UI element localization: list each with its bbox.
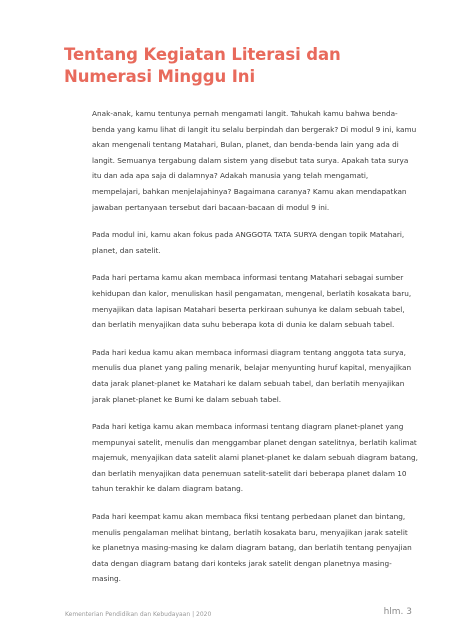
title-line-1: Tentang Kegiatan Literasi dan	[64, 45, 341, 64]
paragraph-day-4: Pada hari keempat kamu akan membaca fiksi tentang perbedaan planet dan bintang, menulis pengalaman melihat bintang, berlatih kosakata baru, menyajikan jarak satelit ke planetnya masing-masing ke dalam diagram batang, dan berlatih tentang penyajian data dengan diagram batang dari konteks jarak satelit dengan planetnya masing-masing.	[92, 512, 412, 584]
paragraph-intro: Anak-anak, kamu tentunya pernah mengamati langit. Tahukah kamu bahwa benda-benda yang kamu lihat di langit itu selalu berpindah dan bergerak? Di modul 9 ini, kamu akan mengenali tentang Matahari, Bulan, planet, dan benda-benda lain yang ada di langit. Semuanya tergabung dalam sistem yang disebut tata surya. Apakah tata surya itu dan ada apa saja di dalamnya? Adakah manusia yang telah mengamati, mempelajari, bahkan menjelajahinya? Bagaimana caranya? Kamu akan mendapatkan jawaban pertanyaan tersebut dari bacaan-bacaan di modul 9 ini.	[92, 109, 417, 212]
paragraph-day-3: Pada hari ketiga kamu akan membaca informasi tentang diagram planet-planet yang mempunyai satelit, menulis dan menggambar planet dengan satelitnya, berlatih kalimat majemuk, menyajikan data satelit alami planet-planet ke dalam sebuah diagram batang, dan berlatih menyajikan data penemuan satelit-satelit dari beberapa planet dalam 10 tahun terakhir ke dalam diagram batang.	[92, 422, 418, 494]
footer-page-number: hlm. 3	[383, 607, 412, 617]
paragraph-focus: Pada modul ini, kamu akan fokus pada ANGGOTA TATA SURYA dengan topik Matahari, planet, dan satelit.	[92, 230, 405, 255]
page-title	[64, 44, 394, 88]
title-line-2: Numerasi Minggu Ini	[64, 67, 256, 86]
paragraph-day-1: Pada hari pertama kamu akan membaca informasi tentang Matahari sebagai sumber kehidupan dan kalor, menuliskan hasil pengamatan, mengenal, berlatih kosakata baru, menyajikan data lapisan Matahari beserta perkiraan suhunya ke dalam sebuah tabel, dan berlatih menyajikan data suhu beberapa kota di dunia ke dalam sebuah tabel.	[92, 273, 412, 330]
footer-publisher: Kementerian Pendidikan dan Kebudayaan | 2020	[65, 611, 212, 618]
body-text	[92, 106, 418, 599]
paragraph-day-2: Pada hari kedua kamu akan membaca informasi diagram tentang anggota tata surya, menulis dua planet yang paling menarik, belajar menyunting huruf kapital, menyajikan data jarak planet-planet ke Matahari ke dalam sebuah tabel, dan berlatih menyajikan jarak planet-planet ke Bumi ke dalam sebuah tabel.	[92, 347, 412, 404]
